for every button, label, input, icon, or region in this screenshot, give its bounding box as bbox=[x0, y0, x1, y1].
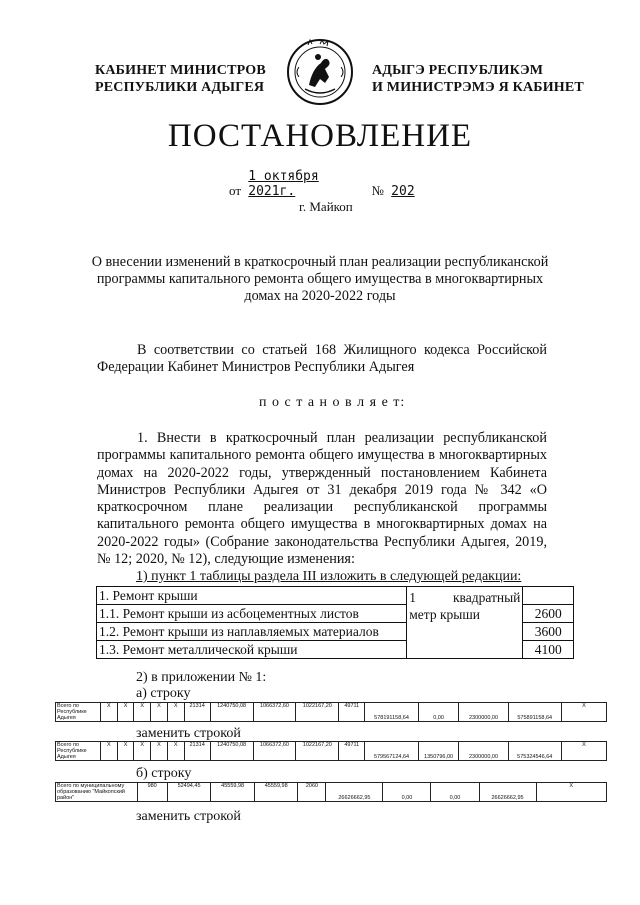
doc-type-title: ПОСТАНОВЛЕНИЕ bbox=[167, 118, 473, 154]
row-cell: 0,00 bbox=[431, 783, 479, 802]
table-cell-value bbox=[523, 587, 574, 605]
row-cell: 1350796,00 bbox=[418, 742, 459, 761]
unit-num: 1 bbox=[409, 590, 416, 605]
row-label: Всего по муниципальному образованию "Майкопский район" bbox=[56, 783, 138, 802]
row-cell: 21314 bbox=[184, 742, 210, 761]
replace-b: заменить строкой bbox=[136, 809, 241, 824]
table-row bbox=[97, 587, 574, 605]
left-header-line1: КАБИНЕТ МИНИСТРОВ bbox=[95, 63, 266, 78]
row-label: Всего по Республике Адыгея bbox=[56, 742, 101, 761]
row-cell: Х bbox=[536, 783, 606, 802]
row-cell: 1022167,20 bbox=[296, 742, 339, 761]
row-cell: Х bbox=[100, 703, 117, 722]
row-cell: 1022167,20 bbox=[296, 703, 339, 722]
row-cell: Х bbox=[151, 742, 168, 761]
row-cell: Х bbox=[100, 742, 117, 761]
sub-item-1-text: 1) пункт 1 таблицы раздела III изложить в следующей редакции: bbox=[136, 569, 522, 584]
city: г. Майкоп bbox=[299, 199, 353, 214]
left-header-line2: РЕСПУБЛИКИ АДЫГЕЯ bbox=[95, 80, 265, 95]
replace-a: заменить строкой bbox=[136, 726, 241, 741]
row-cell: Х bbox=[561, 742, 606, 761]
coat-of-arms-emblem bbox=[285, 37, 355, 107]
table-cell-value: 2600 bbox=[523, 605, 574, 623]
point-1: 1. Внести в краткосрочный план реализации республиканской программы капитального ремонта общего имущества в многоквартирных домах на 2020-2022 годы, утвержденный постановлением Кабинета Министров Республики Адыгея от 31 декабря 2019 года № 342 «О краткосрочном плане реализации республиканской программы капитального ремонта общего имущества в многоквартирных домах на 2020-2022 годы» (Собрание законодательства Республики Адыгея, 2019, № 12; 2020, № 12), следующие изменения: bbox=[97, 430, 547, 568]
unit-cell bbox=[407, 587, 523, 659]
right-header-line1: АДЫГЭ РЕСПУБЛИКЭМ bbox=[372, 63, 544, 78]
sub-item-a: а) строку bbox=[136, 686, 191, 701]
decree-heading bbox=[90, 254, 550, 305]
row-cell: 26626662,95 bbox=[479, 783, 536, 802]
row-cell: 45559,98 bbox=[254, 783, 298, 802]
date-line bbox=[229, 169, 469, 199]
date-prefix: от bbox=[229, 183, 242, 198]
sub-item-2: 2) в приложении № 1: bbox=[136, 670, 267, 685]
row-cell: 575324546,64 bbox=[508, 742, 561, 761]
table-cell-name: 1. Ремонт крыши bbox=[97, 587, 407, 605]
row-cell: 579567124,64 bbox=[365, 742, 418, 761]
heading-line2: программы капитального ремонта общего имущества в многоквартирных bbox=[96, 271, 544, 287]
row-label: Всего по Республике Адыгея bbox=[56, 703, 101, 722]
row-cell: Х bbox=[134, 742, 151, 761]
row-cell: Х bbox=[117, 742, 134, 761]
right-header-line2: И МИНИСТРЭМЭ Я КАБИНЕТ bbox=[372, 80, 584, 95]
table-cell-value: 4100 bbox=[523, 641, 574, 659]
row-cell: Х bbox=[151, 703, 168, 722]
number-label: № bbox=[371, 183, 384, 198]
left-header bbox=[95, 62, 266, 96]
row-cell: 980 bbox=[137, 783, 167, 802]
row-cell: 0,00 bbox=[418, 703, 459, 722]
row-cell: 2300000,00 bbox=[459, 742, 508, 761]
table-cell-name: 1.1. Ремонт крыши из асбоцементных листов bbox=[97, 605, 407, 623]
row-cell: 26626662,95 bbox=[326, 783, 383, 802]
row-cell: 1066372,60 bbox=[253, 742, 296, 761]
table-cell-value: 3600 bbox=[523, 623, 574, 641]
row-cell: 45559,98 bbox=[211, 783, 255, 802]
preamble: В соответствии со статьей 168 Жилищного кодекса Российской Федерации Кабинет Министров Республики Адыгея bbox=[97, 342, 547, 376]
table-cell-name: 1.3. Ремонт металлической крыши bbox=[97, 641, 407, 659]
right-header bbox=[372, 62, 584, 96]
date-value: 1 октября 2021г. bbox=[248, 169, 319, 199]
roof-repair-table bbox=[96, 586, 574, 659]
appendix-row-a-old bbox=[55, 702, 607, 722]
appendix-row-b bbox=[55, 782, 607, 802]
row-cell: 21314 bbox=[184, 703, 210, 722]
row-cell: 2300000,00 bbox=[459, 703, 508, 722]
row-cell: 49711 bbox=[339, 742, 365, 761]
unit-text2: метр крыши bbox=[409, 607, 480, 622]
heading-line1: О внесении изменений в краткосрочный план реализации республиканской bbox=[91, 254, 549, 270]
row-cell: 52494,45 bbox=[167, 783, 211, 802]
row-cell: 1066372,60 bbox=[253, 703, 296, 722]
heading-line3: домах на 2020-2022 годы bbox=[244, 288, 396, 304]
table-cell-name: 1.2. Ремонт крыши из наплавляемых материалов bbox=[97, 623, 407, 641]
row-cell: 578191158,64 bbox=[365, 703, 418, 722]
row-cell: 2060 bbox=[298, 783, 326, 802]
row-cell: Х bbox=[167, 703, 184, 722]
table-row bbox=[56, 742, 607, 761]
table-row bbox=[56, 783, 607, 802]
table-row bbox=[56, 703, 607, 722]
row-cell: 49711 bbox=[339, 703, 365, 722]
row-cell: Х bbox=[561, 703, 606, 722]
row-cell: 575891158,64 bbox=[508, 703, 561, 722]
sub-item-b: б) строку bbox=[136, 766, 192, 781]
row-cell: 1240750,08 bbox=[210, 742, 253, 761]
row-cell: Х bbox=[134, 703, 151, 722]
row-cell: 1240750,08 bbox=[210, 703, 253, 722]
row-cell: Х bbox=[117, 703, 134, 722]
unit-text1: квадратный bbox=[452, 590, 521, 605]
unit-line1 bbox=[409, 589, 520, 606]
decree-word: п о с т а н о в л я е т: bbox=[259, 395, 406, 410]
number-value: 202 bbox=[391, 184, 415, 199]
row-cell: Х bbox=[167, 742, 184, 761]
appendix-row-a-new bbox=[55, 741, 607, 761]
row-cell: 0,00 bbox=[383, 783, 431, 802]
sub-item-1 bbox=[136, 569, 521, 585]
